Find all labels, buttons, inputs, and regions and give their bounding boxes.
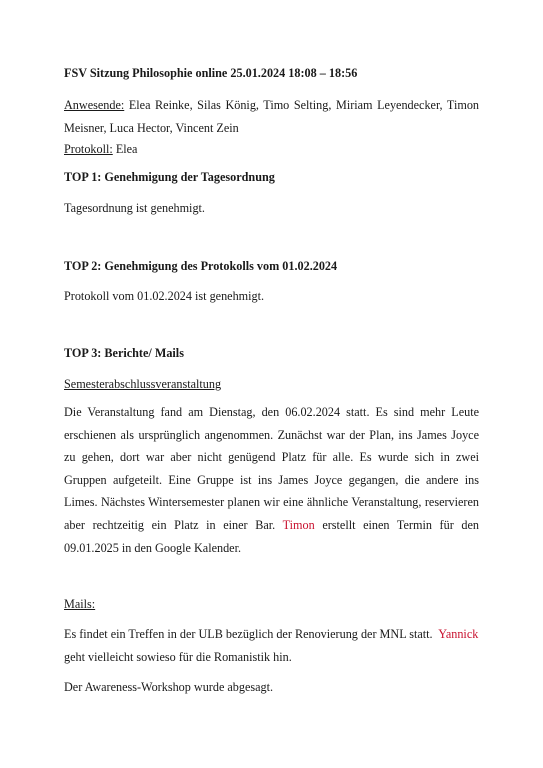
responsible-name-yannick: Yannick — [438, 627, 479, 641]
mails-paragraph — [64, 623, 479, 668]
event-paragraph — [64, 401, 479, 559]
attendees-paragraph — [64, 94, 479, 139]
event-subheading: Semesterabschlussveranstaltung — [64, 377, 222, 391]
attendees-label: Anwesende: — [64, 98, 125, 112]
minutes-paragraph — [64, 138, 479, 161]
event-text-continued: erstellt einen Termin für den 09.01.2025 in den Google Kalender. — [64, 517, 479, 555]
minutes-taker: Elea — [115, 142, 138, 156]
top2-text: Protokoll vom 01.02.2024 ist genehmigt. — [64, 289, 265, 303]
minutes-label: Protokoll: — [64, 142, 113, 156]
document-title: FSV Sitzung Philosophie online 25.01.2024 18:08 – 18:56 — [64, 66, 358, 80]
mails-text: Es findet ein Treffen in der ULB bezüglich der Renovierung der MNL statt. — [64, 627, 433, 641]
mails-text-continued: geht vielleicht sowieso für die Romanistik hin. — [64, 649, 292, 664]
attendees-list: Elea Reinke, Silas König, Timo Selting, Miriam Leyendecker, Timon Meisner, Luca Hector, Vincent Zein — [64, 98, 480, 135]
mails-subheading: Mails: — [64, 597, 96, 611]
top1-text: Tagesordnung ist genehmigt. — [64, 201, 205, 215]
top3-heading: TOP 3: Berichte/ Mails — [64, 346, 184, 360]
event-text: Die Veranstaltung fand am Dienstag, den 06.02.2024 statt. Es sind mehr Leute erschienen als ursprünglich angenommen. Zunächst war der Plan, ins James Joyce zu gehen, dort war aber nicht genügend Platz für alle. Es wurde sich in zwei Gruppen aufgeteilt. Eine Gruppe ist ins James Joyce gegangen, die andere ins Limes. Nächstes Wintersemester planen wir eine ähnliche Veranstaltung, reservieren aber rechtzeitig ein Platz in einer Bar. — [64, 405, 479, 532]
responsible-name-timon: Timon — [282, 517, 315, 532]
top2-heading: TOP 2: Genehmigung des Protokolls vom 01.02.2024 — [64, 259, 338, 273]
workshop-text: Der Awareness-Workshop wurde abgesagt. — [64, 680, 274, 694]
top1-heading: TOP 1: Genehmigung der Tagesordnung — [64, 170, 275, 184]
